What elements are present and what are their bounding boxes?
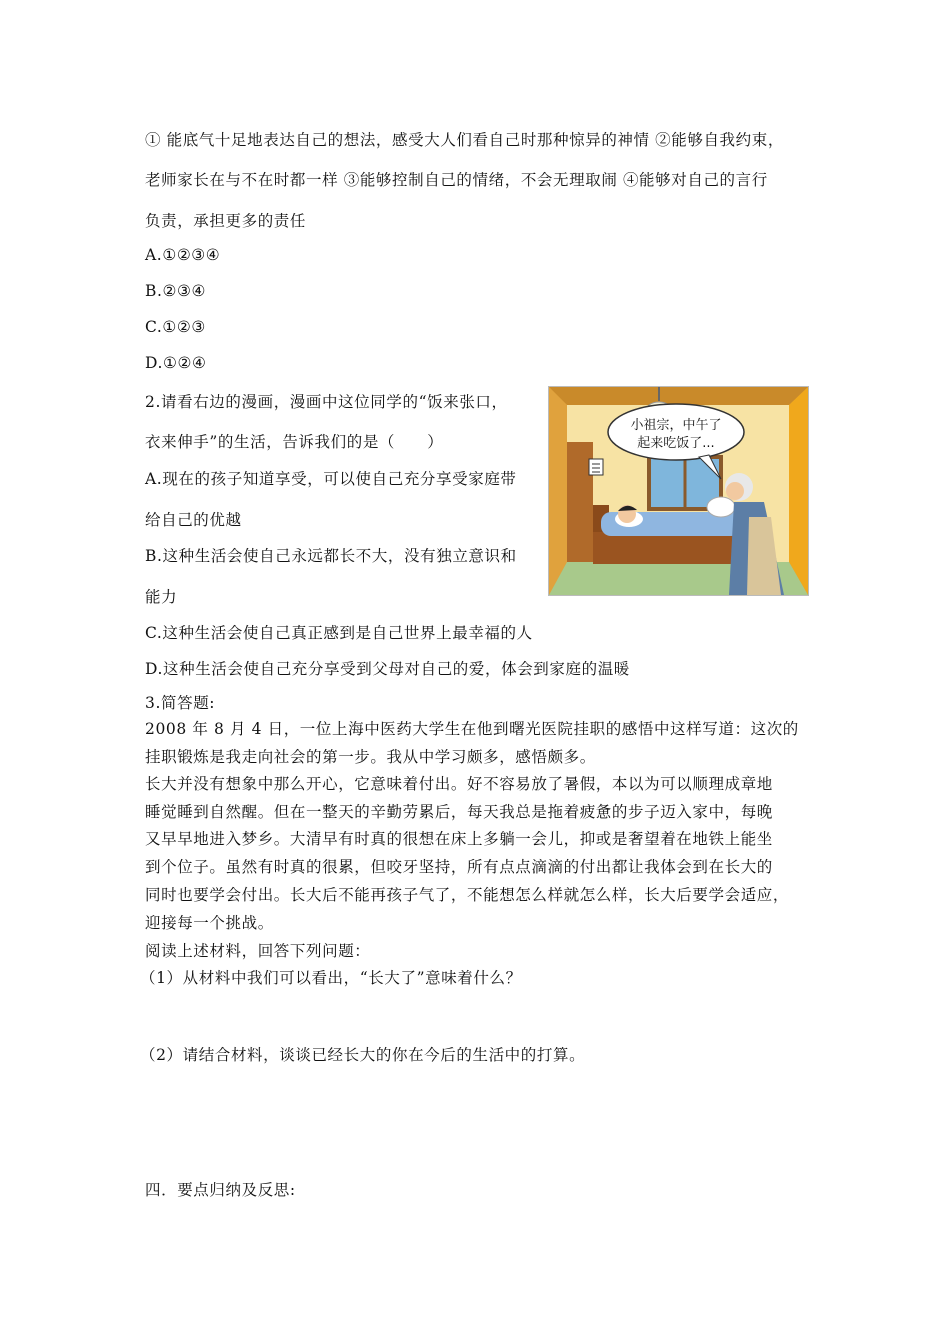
- section-4-title: 四．要点归纳及反思:: [145, 1181, 296, 1199]
- q1-option-a: A.①②③④: [145, 246, 221, 264]
- q3-subquestion-2: （2）请结合材料，谈谈已经长大的你在今后的生活中的打算。: [140, 1046, 586, 1064]
- q3-paragraph-2-line-3: 又早早地进入梦乡。大清早有时真的很想在床上多躺一会儿，抑或是奢望着在地铁上能坐: [145, 830, 773, 848]
- q2-option-a-line-2: 给自己的优越: [145, 511, 242, 529]
- q3-paragraph-2-line-5: 同时也要学会付出。长大后不能再孩子气了，不能想怎么样就怎么样，长大后要学会适应，: [145, 886, 790, 904]
- q2-option-c: C.这种生活会使自己真正感到是自己世界上最幸福的人: [145, 624, 533, 642]
- cartoon-speech-line-1: 小祖宗，中午了: [630, 418, 722, 433]
- q3-paragraph-2-line-6: 迎接每一个挑战。: [145, 914, 274, 932]
- q3-subquestion-1: （1）从材料中我们可以看出，“长大了”意味着什么？: [140, 969, 522, 987]
- q2-stem-line-2: 衣来伸手”的生活，告诉我们的是（ ）: [145, 433, 444, 451]
- q3-paragraph-2-line-1: 长大并没有想象中那么开心，它意味着付出。好不容易放了暑假，本以为可以顺理成章地: [145, 775, 773, 793]
- q1-option-b: B.②③④: [145, 282, 207, 300]
- q2-option-a-line-1: A.现在的孩子知道享受，可以使自己充分享受家庭带: [145, 470, 517, 488]
- q3-title: 3.简答题:: [145, 694, 216, 712]
- q1-statement-line-1: ① 能底气十足地表达自己的想法，感受大人们看自己时那种惊异的神情 ②能够自我约束，: [145, 131, 784, 149]
- cartoon-speech-line-2: 起来吃饭了...: [637, 436, 715, 451]
- q2-option-b-line-1: B.这种生活会使自己永远都长不大，没有独立意识和: [145, 547, 517, 565]
- q3-paragraph-1-line-2: 挂职锻炼是我走向社会的第一步。我从中学习颇多，感悟颇多。: [145, 748, 596, 766]
- q1-statement-line-3: 负责，承担更多的责任: [145, 212, 307, 230]
- q1-option-d: D.①②④: [145, 354, 207, 372]
- q3-paragraph-2-line-2: 睡觉睡到自然醒。但在一整天的辛勤劳累后，每天我总是拖着疲惫的步子迈入家中，每晚: [145, 803, 773, 821]
- q1-statement-line-2: 老师家长在与不在时都一样 ③能够控制自己的情绪，不会无理取闹 ④能够对自己的言行: [145, 171, 768, 189]
- q2-stem-line-1: 2.请看右边的漫画，漫画中这位同学的“饭来张口，: [145, 393, 508, 411]
- q3-instruction: 阅读上述材料，回答下列问题：: [145, 942, 371, 960]
- q1-option-c: C.①②③: [145, 318, 206, 336]
- q2-option-d: D.这种生活会使自己充分享受到父母对自己的爱，体会到家庭的温暖: [145, 660, 630, 678]
- q2-option-b-line-2: 能力: [145, 588, 178, 606]
- q3-paragraph-1-line-1: 2008 年 8 月 4 日，一位上海中医药大学生在他到曙光医院挂职的感悟中这样写道：这次的: [145, 720, 799, 738]
- q3-paragraph-2-line-4: 到个位子。虽然有时真的很累，但咬牙坚持，所有点点滴滴的付出都让我体会到在长大的: [145, 858, 773, 876]
- cartoon-illustration: [548, 386, 809, 596]
